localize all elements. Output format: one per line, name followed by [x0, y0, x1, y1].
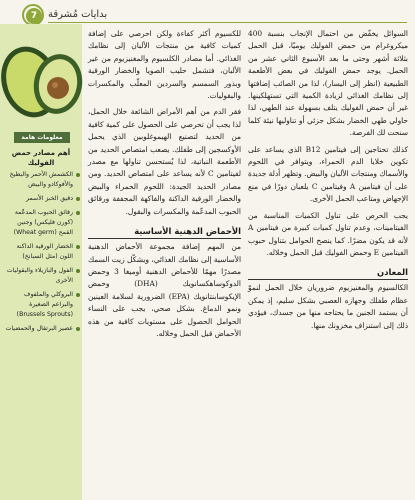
avocado-image — [0, 42, 86, 122]
folic-sources-list — [2, 170, 80, 338]
page-number: 7 — [26, 8, 42, 24]
list-item: دقيق الخبز الأسمر — [2, 194, 80, 204]
page-header — [0, 6, 415, 24]
paragraph: الكالسيوم والمغنيزيوم ضروريان خلال الحمل لنموّ عظام طفلك وجهازه العصبي بشكل سليم، إذ يمكن أن يستمد الجنين ما يحتاجه منها من جسدك، فيؤدي ذلك إلى استنزاف مخزونك منها. — [248, 283, 408, 330]
list-item: الكشمش الأحمر والبطيخ والأفوكادو والبيض — [2, 170, 80, 190]
right-text-column — [248, 28, 408, 498]
paragraph: السوائل يخفّض من احتمال الإنجاب بنسبة 400 ميكروغرام من حمض الفوليك يوميًا، قبل الحمل بثلاثة أشهر وحتى ما بعد الأسبوع الثاني عشر من الحمل. يوجد حمض الفوليك في بعض الأطعمة الطبيعية (انظر إلى اليسار)، لذا من الصائب إضافتها إلى نظامك الغذائي لزيادة الكمية التي تستهلكينها. غير أن حمض الفوليك يتلف بسهولة عند الطهي، لذا حاولي طهي الخضار بشكل جزئي أو تناوليها نيئة كلما سنحت لك الفرصة. — [248, 29, 408, 138]
list-item: الفول والبازيلاء والبقوليات الأخرى — [2, 266, 80, 286]
middle-text-column — [88, 28, 241, 498]
sidebar-panel — [0, 24, 82, 500]
paragraph: فقر الدم من أهم الأمراض الشائعة خلال الحمل، لذا يجب أن تحرصي على الحصول على كمية كافية من الحديد لتصنيع الهيموغلوبين الذي يحمل الأوكسجين إلى طفلك. يصعب امتصاص الحديد من الأطعمة النباتية، لذا يُستحسن تناولها مع مصدر لفيتامين C لأنه يساعد على امتصاص الحديد. ومن مصادر الحديد الجيدة: اللحوم الحمراء والبيض والخضار الورقية الداكنة والفاكهة المجففة ورقائق الحبوب المدعّمة والمكسرات والبقول. — [88, 107, 241, 216]
sidebar-title: أهم مصادر حمض الفوليك — [11, 149, 71, 167]
paragraph: كذلك تحتاجين إلى فيتامين B12 الذي يساعد على تكوين خلايا الدم الحمراء، ويتوافر في اللحوم والأسماك ومنتجات الألبان والبيض. وتظهر أدلة جديدة على أن فيتامين A وفيتامين C يلعبان دورًا في منع الإجهاض ومتاعب الحمل الأخرى. — [248, 144, 408, 204]
list-item: البروكلي والملفوف والبراعم الصغيرة (Brussels Sprouts) — [2, 290, 80, 320]
list-item: الخضار الورقية الداكنة اللون (مثل السبانخ) — [2, 242, 80, 262]
paragraph: للكسيوم أكثر كفاءة ولكن احرصي على إضافة كميات كافية من منتجات الألبان إلى نظامك الغذائي. أما مصادر الكلسيوم والمغنيزيوم من غير الألبان، فتشمل حليب الصويا والخضار الورقية وبذور السمسم والسردين المعلّب والمكسرات والبقوليات. — [88, 29, 241, 101]
section-heading-fatty-acids: الأحماض الدهنية الأساسية — [88, 224, 241, 239]
list-item: عصير البرتقال والحمضيات — [2, 324, 80, 334]
info-label: معلومات هامة — [14, 132, 70, 143]
section-heading-minerals: المعادن — [248, 265, 408, 280]
header-rule — [48, 22, 407, 23]
list-item: رقائق الحبوب المدعّمة (كورن فليكس) وجنين القمح (Wheat germ) — [2, 208, 80, 238]
paragraph: من المهم إضافة مجموعة الأحماض الدهنية الأساسية إلى نظامك الغذائي، ويشكّل زيت السمك مصدرًا مهمًا للأحماض الدهنية أوميغا 3 وحمض الدوكوساهكسانويك (DHA) وحمض الإيكوسابنتانويك (EPA) الضرورية لسلامة العينين ونمو الدماغ. بشكل صحي، يجب على النساء الحوامل الحصول على مستويات كافية من هذه الأحماض قبل الحمل وخلاله. — [88, 242, 241, 338]
paragraph: يجب الحرص على تناول الكميات المناسبة من الفيتامينات، وعدم تناول كميات كبيرة من فيتامين A لأنه قد يكون مضرًا. كما ينصح الحوامل بتناول حبوب الفيتامين E وحمض الفوليك قبل الحمل وخلاله. — [248, 210, 408, 257]
running-title: بدايات مُشرقة — [48, 9, 108, 20]
